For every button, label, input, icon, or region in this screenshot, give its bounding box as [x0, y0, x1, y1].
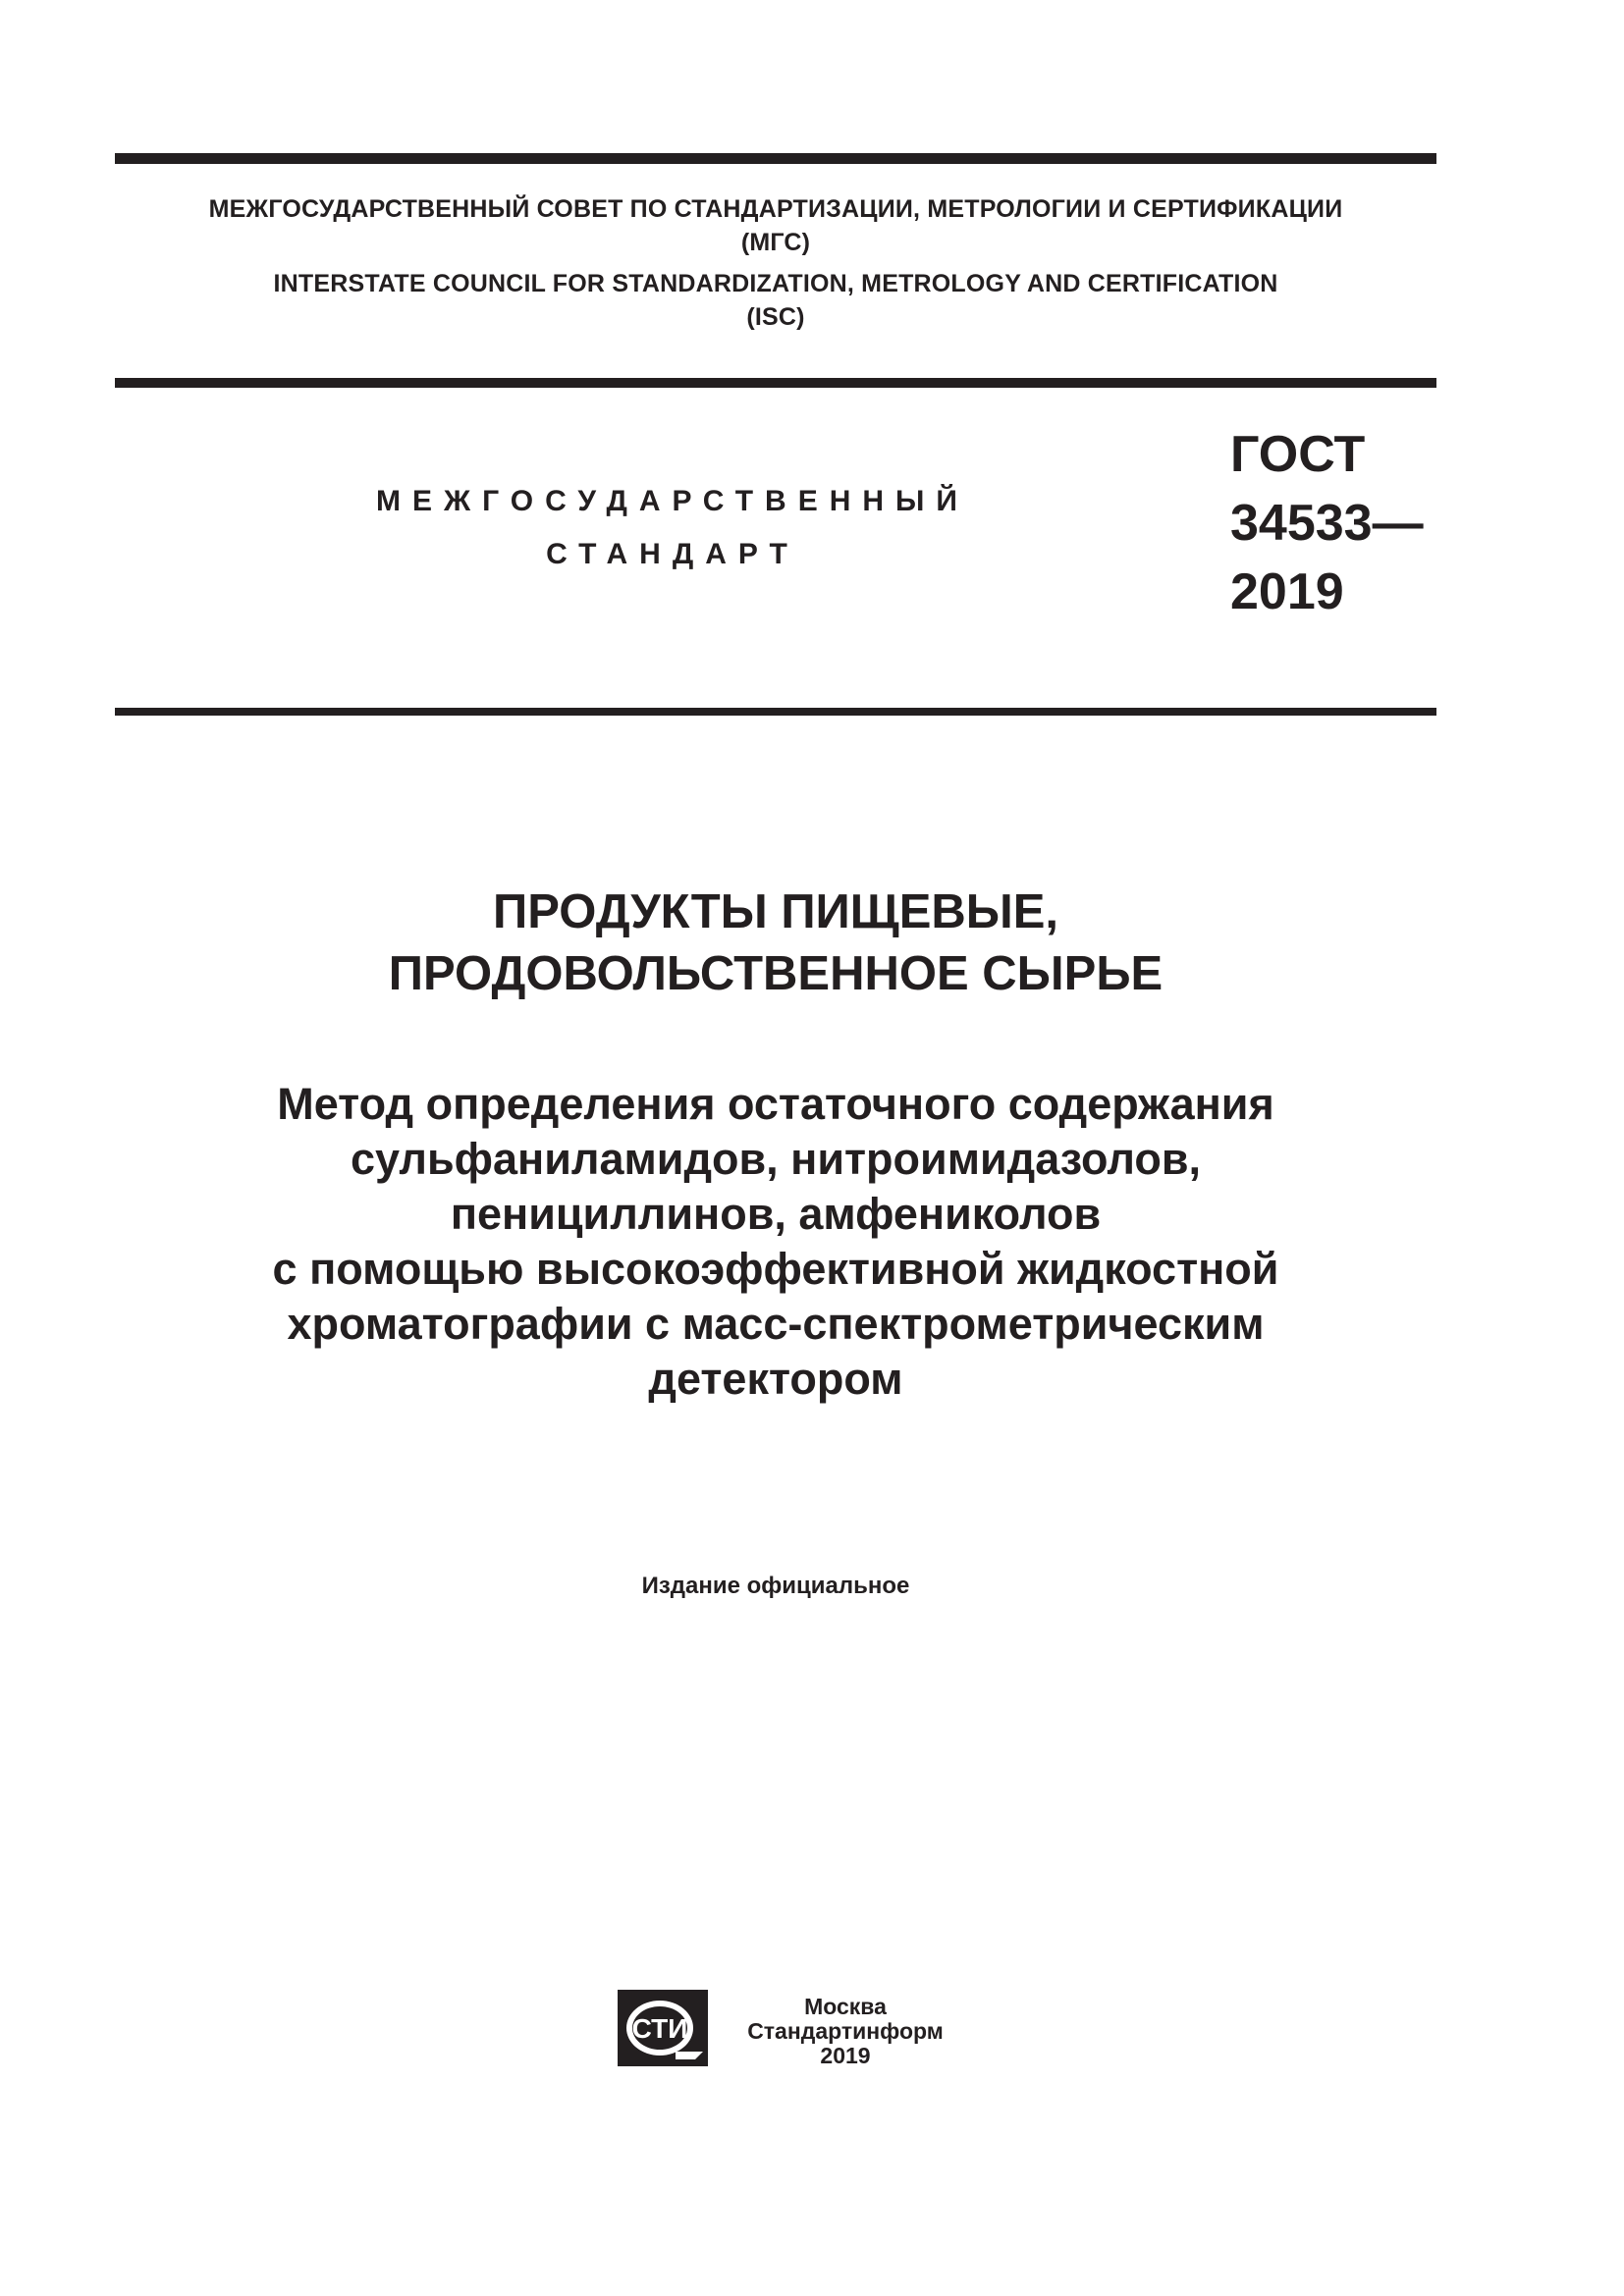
standard-kind-line1: МЕЖГОСУДАРСТВЕННЫЙ	[376, 485, 969, 517]
council-abbr-ru: (МГС)	[740, 229, 811, 256]
council-name-en: INTERSTATE COUNCIL FOR STANDARDIZATION, METROLOGY AND CERTIFICATION	[273, 270, 1278, 297]
standard-kind-line2: СТАНДАРТ	[546, 538, 799, 570]
middle-rule	[115, 378, 1436, 388]
title-main-line: ПРОДУКТЫ ПИЩЕВЫЕ,	[492, 885, 1059, 938]
title-main-line: ПРОДОВОЛЬСТВЕННОЕ СЫРЬЕ	[388, 947, 1164, 1000]
council-header	[115, 192, 1436, 334]
document-title	[115, 881, 1436, 1005]
title-sub-line: с помощью высокоэффективной жидкостной	[272, 1244, 1279, 1294]
top-rule	[115, 153, 1436, 164]
title-sub-line: Метод определения остаточного содержания	[277, 1079, 1274, 1129]
gost-year: 2019	[1230, 563, 1344, 620]
title-sub-line: детектором	[648, 1354, 903, 1404]
gost-prefix: ГОСТ	[1230, 426, 1366, 483]
publisher-block	[732, 1995, 958, 2068]
title-sub-line: пенициллинов, амфениколов	[450, 1189, 1102, 1239]
publisher-name: Стандартинформ	[747, 2018, 944, 2044]
edition-label: Издание официальное	[641, 1573, 910, 1599]
bottom-rule	[115, 708, 1436, 716]
title-sub-line: сульфаниламидов, нитроимидазолов,	[350, 1134, 1202, 1184]
publisher-year: 2019	[820, 2043, 871, 2068]
title-sub-line: хроматографии с масс-спектрометрическим	[287, 1299, 1265, 1349]
publisher-city: Москва	[804, 1994, 887, 2019]
gost-number: 34533—	[1230, 495, 1424, 552]
council-name-ru: МЕЖГОСУДАРСТВЕННЫЙ СОВЕТ ПО СТАНДАРТИЗАЦИИ, МЕТРОЛОГИИ И СЕРТИФИКАЦИИ	[208, 195, 1343, 223]
gost-designation	[1230, 420, 1424, 626]
standartinform-logo-icon	[617, 1989, 709, 2067]
council-abbr-en: (ISC)	[746, 303, 805, 331]
standard-kind	[334, 475, 1011, 581]
document-subtitle	[115, 1077, 1436, 1407]
logo-text: СТИ	[631, 2013, 688, 2044]
